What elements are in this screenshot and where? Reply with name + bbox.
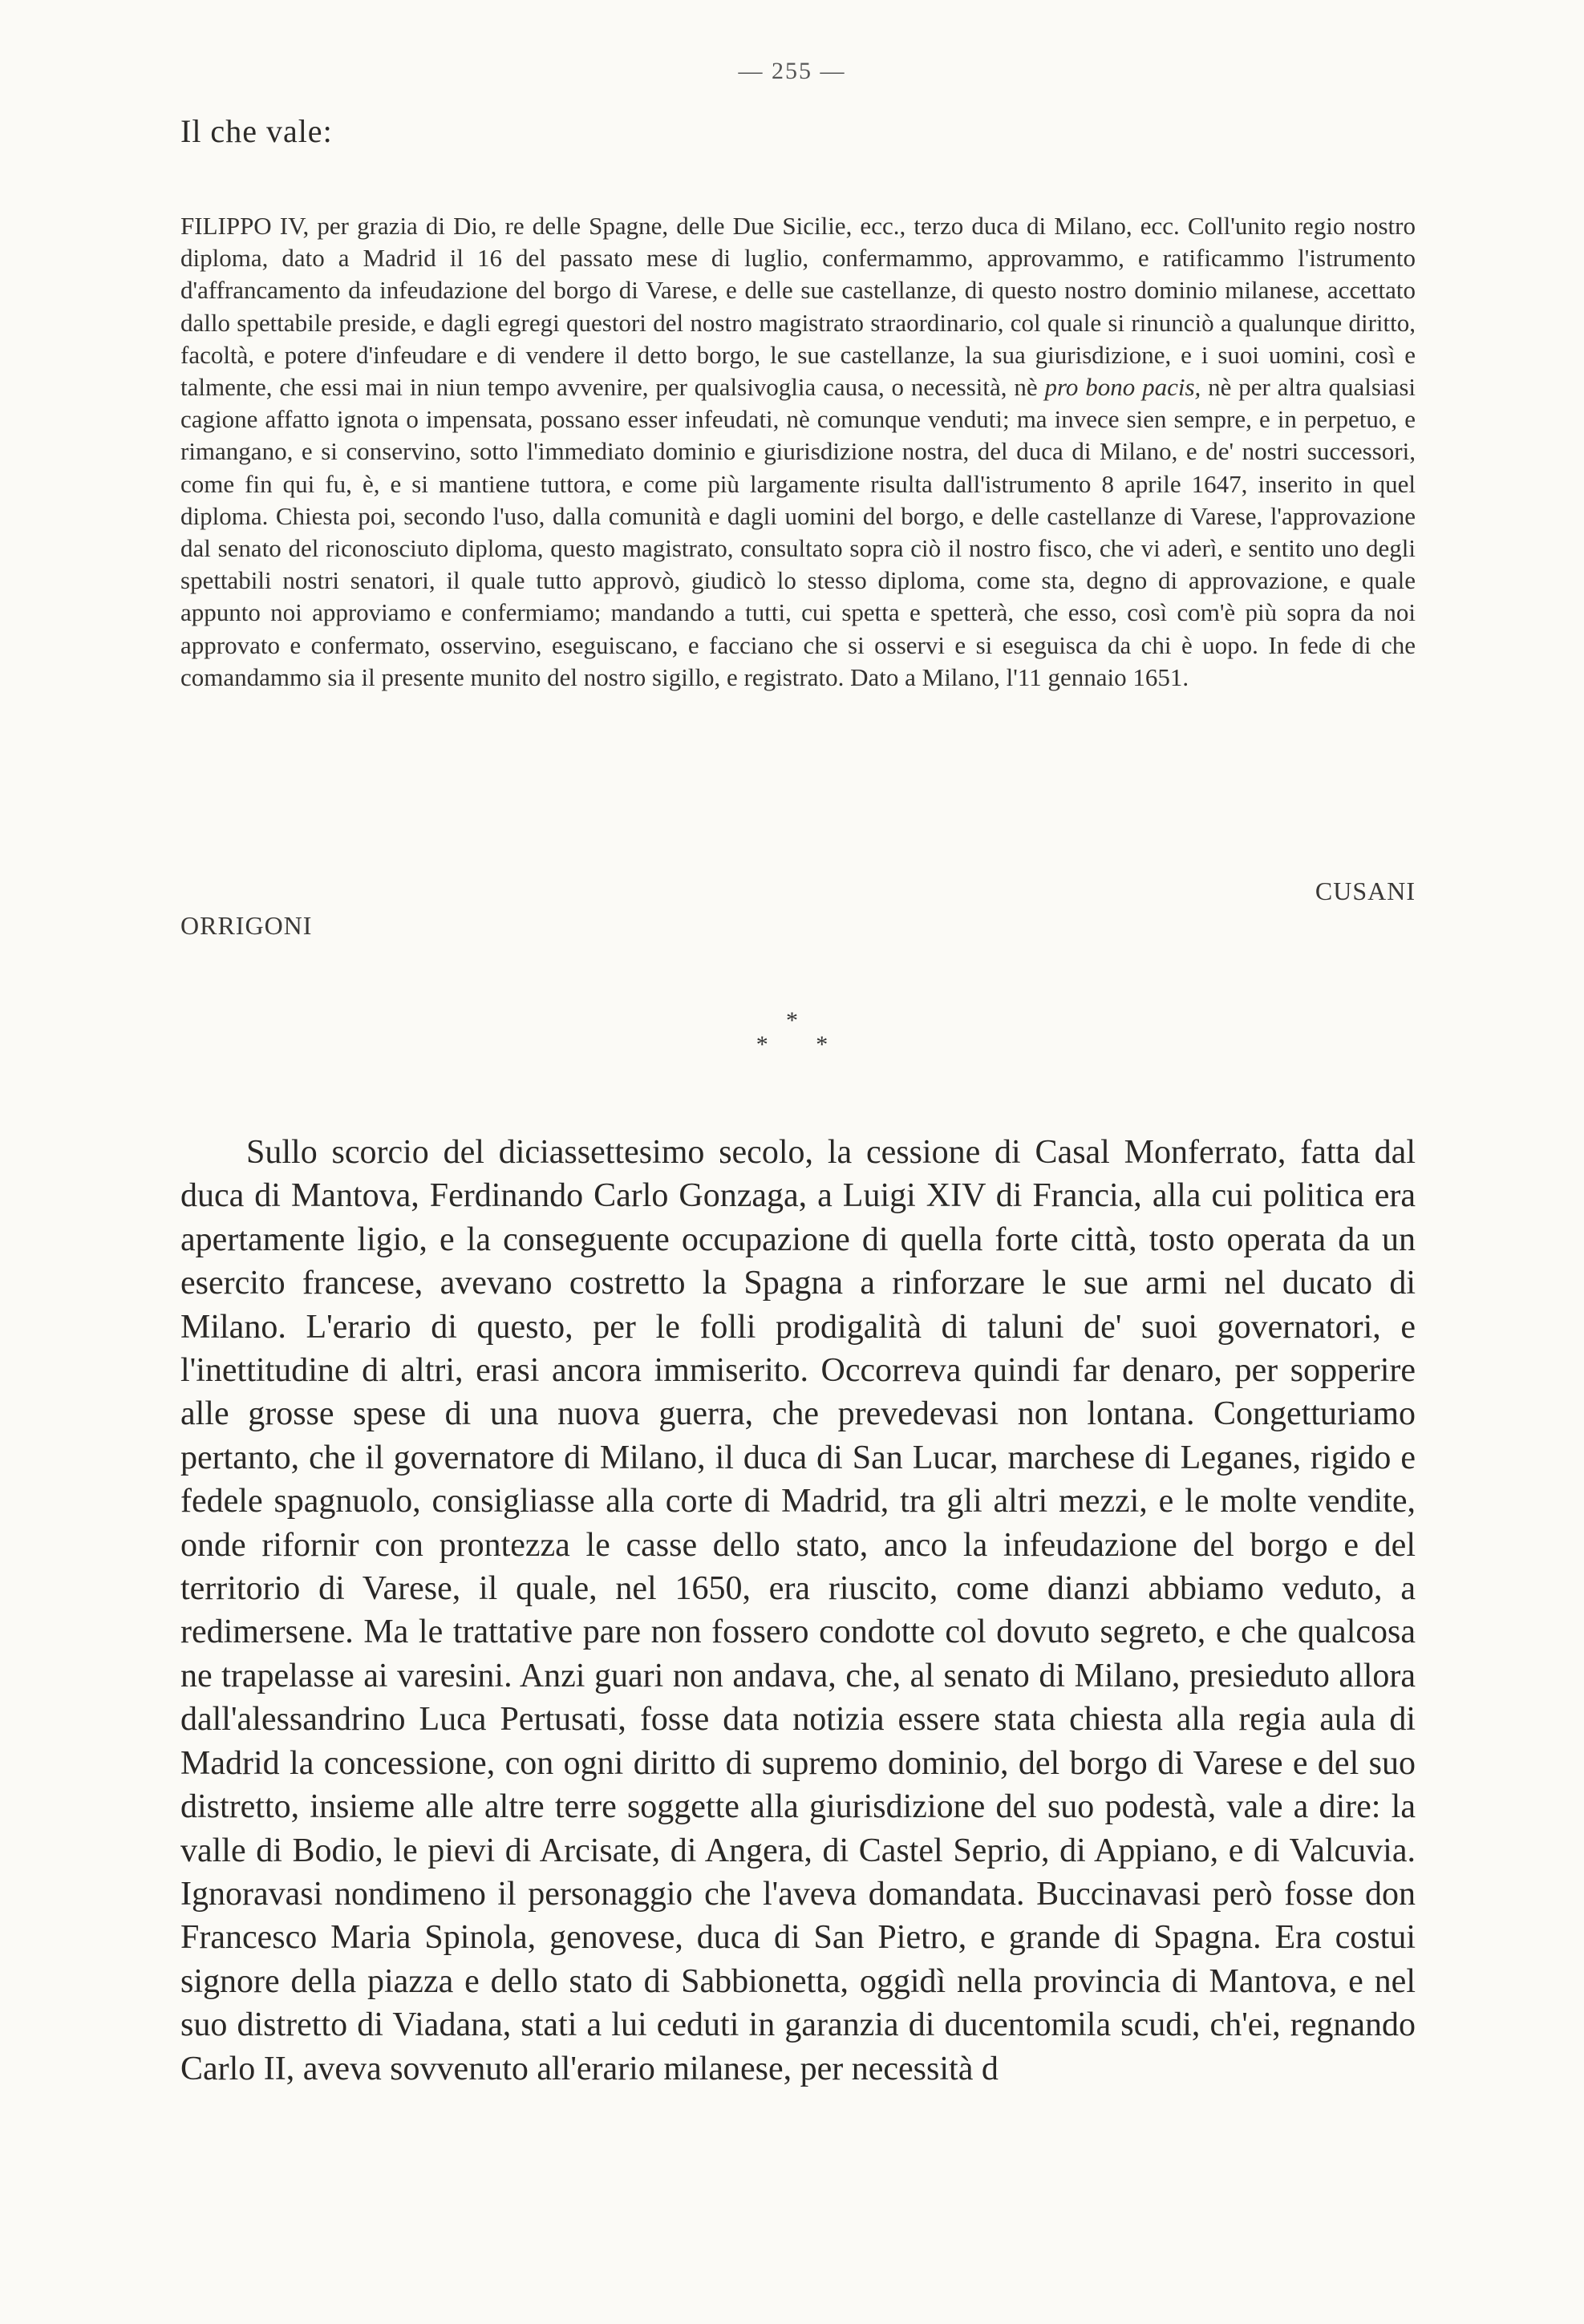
page-number: — 255 — [738,58,846,84]
asterism-top: * [786,1007,798,1034]
asterism-divider [0,1009,1584,1057]
intro-line: Il che vale: [180,113,333,149]
body-paragraph: Sullo scorcio del diciassettesimo secolo, la cessione di Casal Monferrato, fatta dal duca di Mantova, Ferdinando Carlo Gonzaga, a Luigi XIV di Francia, alla cui politica era apertamente ligio, e la conseguente occupazione di quella forte città, tosto operata da un esercito francese, avevano costretto la Spagna a rinforzare le sue armi nel ducato di Milano. L'erario di questo, per le folli prodigalità di taluni de' suoi governatori, e l'inettitudine di altri, erasi ancora immiserito. Occorreva quindi far denaro, per sopperire alle grosse spese di una nuova guerra, che prevedevasi non lontana. Congetturiamo pertanto, che il governatore di Milano, il duca di San Lucar, marchese di Leganes, rigido e fedele spagnuolo, consigliasse alla corte di Madrid, tra gli altri mezzi, e le molte vendite, onde rifornir con prontezza le casse dello stato, anco la infeudazione del borgo e del territorio di Varese, il quale, nel 1650, era riuscito, come dianzi abbiamo veduto, a redimersene. Ma le trattative pare non fossero condotte col dovuto segreto, e che qualcosa ne trapelasse ai varesini. Anzi guari non andava, che, al senato di Milano, presieduto allora dall'alessandrino Luca Pertusati, fosse data notizia essere stata chiesta alla regia aula di Madrid la concessione, con ogni diritto di supremo dominio, del borgo di Varese e del suo distretto, insieme alle altre terre soggette alla giurisdizione del suo podestà, vale a dire: la valle di Bodio, le pievi di Arcisate, di Angera, di Castel Seprio, di Appiano, e di Valcuvia. Ignoravasi nondimeno il personaggio che l'aveva domandata. Buccinavasi però fosse don Francesco Maria Spinola, genovese, duca di San Pietro, e grande di Spagna. Era costui signore della piazza e dello stato di Sabbionetta, oggidì nella provincia di Mantova, e nel suo distretto di Viadana, stati a lui ceduti in garanzia di ducentomila scudi, ch'ei, regnando Carlo II, aveva sovvenuto all'erario milanese, per necessità d [180,1134,1416,2087]
decree-paragraph [180,210,1416,694]
signature-cusani: CUSANI [1315,877,1416,905]
body-text [180,1131,1416,2091]
decree-text-part-1: FILIPPO IV, per grazia di Dio, re delle Spagne, delle Due Sicilie, ecc., terzo duca di Milano, ecc. Coll'unito regio nostro diploma, dato a Madrid il 16 del passato mese di luglio, confermammo, approvammo, e ratificammo l'istrumento d'affrancamento da infeudazione del borgo di Varese, e delle sue castellanze, di questo nostro dominio milanese, accettato dallo spettabile preside, e dagli egregi questori del nostro magistrato straordinario, col quale si rinunciò a qualunque diritto, facoltà, e potere d'infeudare e di vendere il detto borgo, le sue castellanze, la sua giurisdizione, e i suoi uomini, così e talmente, che essi mai in niun tempo avvenire, per qualsivoglia causa, o necessità, nè [180,212,1416,402]
decree-text [180,210,1416,694]
asterism-bottom: * * [756,1031,849,1058]
signature-orrigoni: ORRIGONI [180,911,313,940]
decree-latin-phrase: pro bono pacis, [1044,373,1201,402]
decree-text-part-2: nè per altra qualsiasi cagione affatto ignota o impensata, possano esser infeudati, nè comunque venduti; ma invece sien sempre, e in perpetuo, e rimangano, e si conservino, sotto l'immediato dominio e giurisdizione nostra, del duca di Milano, e de' nostri successori, come fin qui fu, è, e si mantiene tuttora, e come più largamente risulta dall'istrumento 8 aprile 1647, inserito in quel diploma. Chiesta poi, secondo l'uso, dalla comunità e dagli uomini del borgo, e delle castellanze di Varese, l'approvazione dal senato del riconosciuto diploma, questo magistrato, consultato sopra ciò il nostro fisco, che vi aderì, e sentito uno degli spettabili nostri senatori, il quale tutto approvò, giudicò lo stesso diploma, come sta, degno di approvazione, e quale appunto noi approviamo e confermiamo; mandando a tutti, cui spetta e spetterà, che esso, così com'è più sopra da noi approvato e confermato, osservino, eseguiscano, e facciano che si osservi e si eseguisca da chi è uopo. In fede di che comandammo sia il presente munito del nostro sigillo, e registrato. Dato a Milano, l'11 gennaio 1651. [180,373,1416,691]
